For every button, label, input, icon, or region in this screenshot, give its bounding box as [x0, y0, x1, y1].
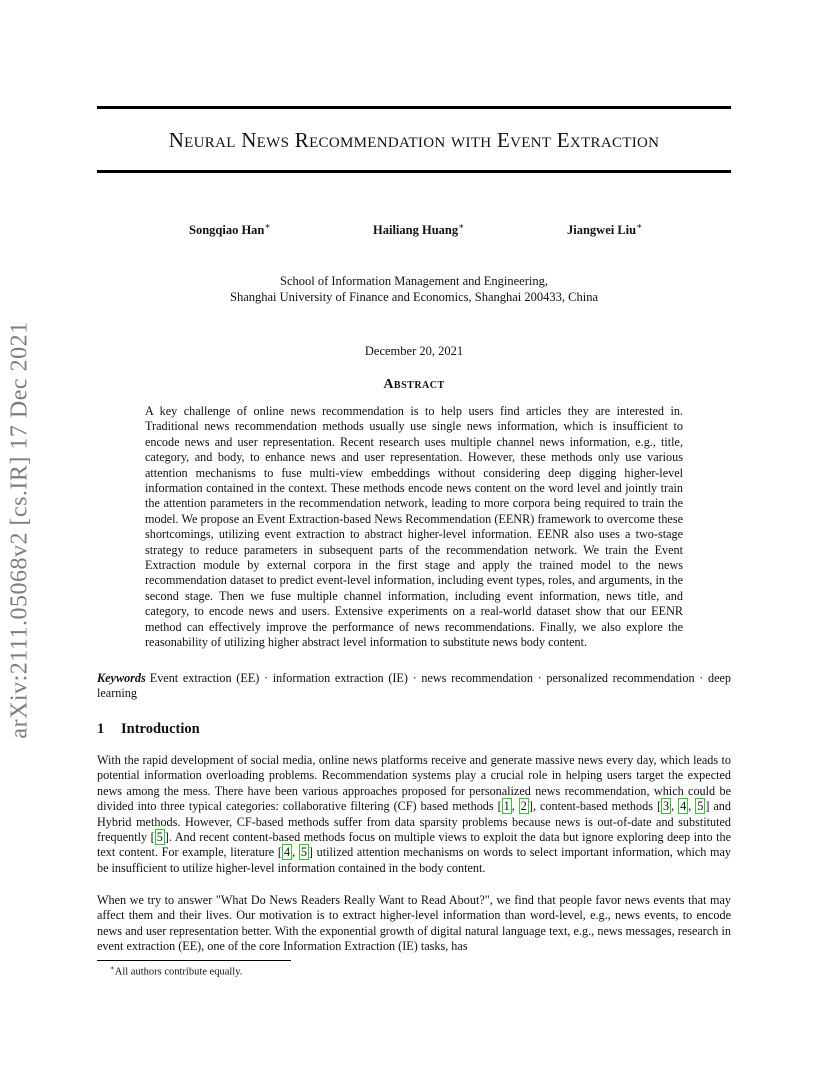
affiliation-line: School of Information Management and Engineering,: [280, 274, 548, 288]
affiliation: [97, 274, 731, 305]
author-mark: ∗: [458, 221, 465, 231]
intro-paragraph-2: When we try to answer "What Do News Readers Really Want to Read About?", we find that people favor news events that may affect them and their lives. Our motivation is to extract higher-level information than word-level, e.g., news events, to encode news and user representation better. With the exponential growth of digital natural language text, e.g., news messages, research in event extraction (EE), one of the core Information Extraction (IE) tasks, has: [97, 893, 731, 954]
citation-link[interactable]: 5: [697, 799, 704, 814]
author: [567, 221, 642, 238]
author: [189, 221, 271, 238]
section-number: 1: [97, 721, 105, 737]
citation-link[interactable]: 4: [680, 799, 687, 814]
arxiv-stamp-text: arXiv:2111.05068v2 [cs.IR] 17 Dec 2021: [6, 321, 33, 739]
paragraph-text: utilized attention mechanisms on words to select important information, which may be insufficient to utilize higher-level information contained in the body content.: [97, 845, 732, 875]
footnote: [110, 964, 242, 978]
paper-title: Neural News Recommendation with Event Extraction: [168, 128, 660, 152]
abstract-heading: Abstract: [383, 377, 445, 392]
title-rule-bottom: [97, 170, 731, 173]
citation-link[interactable]: 5: [156, 830, 163, 845]
citation-link[interactable]: 2: [520, 799, 527, 814]
keywords: [97, 671, 731, 702]
citation-link[interactable]: 4: [283, 845, 291, 860]
title-rule-top: [97, 106, 731, 109]
keywords-text: Event extraction (EE) · information extraction (IE) · news recommendation · personalized recommendation · deep learning: [97, 671, 731, 701]
footnote-rule: [97, 960, 291, 961]
footnote-mark: ∗: [110, 964, 115, 972]
paper-date: December 20, 2021: [364, 344, 464, 358]
keywords-label: Keywords: [97, 671, 146, 685]
abstract-text: A key challenge of online news recommendation is to help users find articles they are interested in. Traditional news recommendation methods usually use single news information, which is insufficient to encode news and user representation. Recent research uses multiple channel news information, e.g., title, category, and body, to enhance news and user representation. However, these methods only use various attention mechanisms to fuse multi-view embeddings without considering deep digging higher-level information contained in the context. These methods encode news content on the word level and jointly train the attention parameters in the recommendation network, leading to more corpora being required to train the model. We propose an Event Extraction-based News Recommendation (EENR) framework to overcome these shortcomings, utilizing event extraction to abstract higher-level information. EENR also uses a two-stage strategy to reduce parameters in subsequent parts of the recommendation network. We train the Event Extraction module by external corpora in the first stage and apply the trained model to the news recommendation dataset to predict event-level information, including event types, roles, and arguments, in the second stage. Then we fuse multiple channel information, including event information, news title, and category, to encode news and users. Extensive experiments on a real-world dataset show that our EENR method can effectively improve the performance of news recommendations. Finally, we also explore the reasonability of utilizing higher abstract level information to substitute news body content.: [145, 404, 683, 650]
citation-link[interactable]: 5: [300, 845, 307, 860]
author-name: Songqiao Han: [189, 223, 265, 238]
paragraph-text: , content-based methods: [532, 799, 657, 814]
footnote-text: All authors contribute equally.: [114, 966, 243, 978]
citation-link[interactable]: 1: [503, 799, 510, 814]
author-name: Hailiang Huang: [373, 223, 459, 238]
affiliation-line: Shanghai University of Finance and Economics, Shanghai 200433, China: [230, 289, 598, 304]
citation-link[interactable]: 3: [663, 799, 670, 814]
paragraph-text: With the rapid development of social media, online news platforms receive and generate massive news every day, which leads to potential information overloading problems. Recommendation systems play a crucial role in helping users target the expected news among the mess. There have been various approaches proposed for personalized news recommendation, which could be divided into three typical categories: collaborative filtering (CF) based methods: [97, 753, 731, 814]
paragraph-text: and Hybrid methods. However, CF-based methods suffer from data sparsity problems because news is out-of-date and substituted frequently: [97, 799, 731, 845]
section-heading: [97, 721, 200, 738]
author-mark: ∗: [636, 221, 643, 231]
section-title: Introduction: [121, 721, 200, 737]
author: [373, 221, 464, 238]
intro-paragraph-1: With the rapid development of social media, online news platforms receive and generate massive news every day, which leads to potential information overloading problems. Recommendation systems play a crucial role in helping users target the expected news among the mess. There have been various approaches proposed for personalized news recommendation, which could be divided into three typical categories: collaborative filtering (CF) based methods [ 1 , 2 ], content-based methods [ 3 , 4 , 5 ] and Hybrid methods. However, CF-based methods suffer from data sparsity problems because news is out-of-date and substituted frequently [ 5 ]. And recent content-based methods focus on multiple views to exploit the data but ignore exploring deep into the text content. For example, literature [ 4 , 5 ] utilized attention mechanisms on words to select important information, which may be insufficient to utilize higher-level information contained in the body content.: [97, 753, 732, 875]
author-name: Jiangwei Liu: [567, 223, 637, 238]
author-mark: ∗: [264, 221, 271, 231]
paragraph-text: . And recent content-based methods focus on multiple views to exploit the data but ignore exploring deep into the text content. For example, literature: [97, 830, 731, 860]
